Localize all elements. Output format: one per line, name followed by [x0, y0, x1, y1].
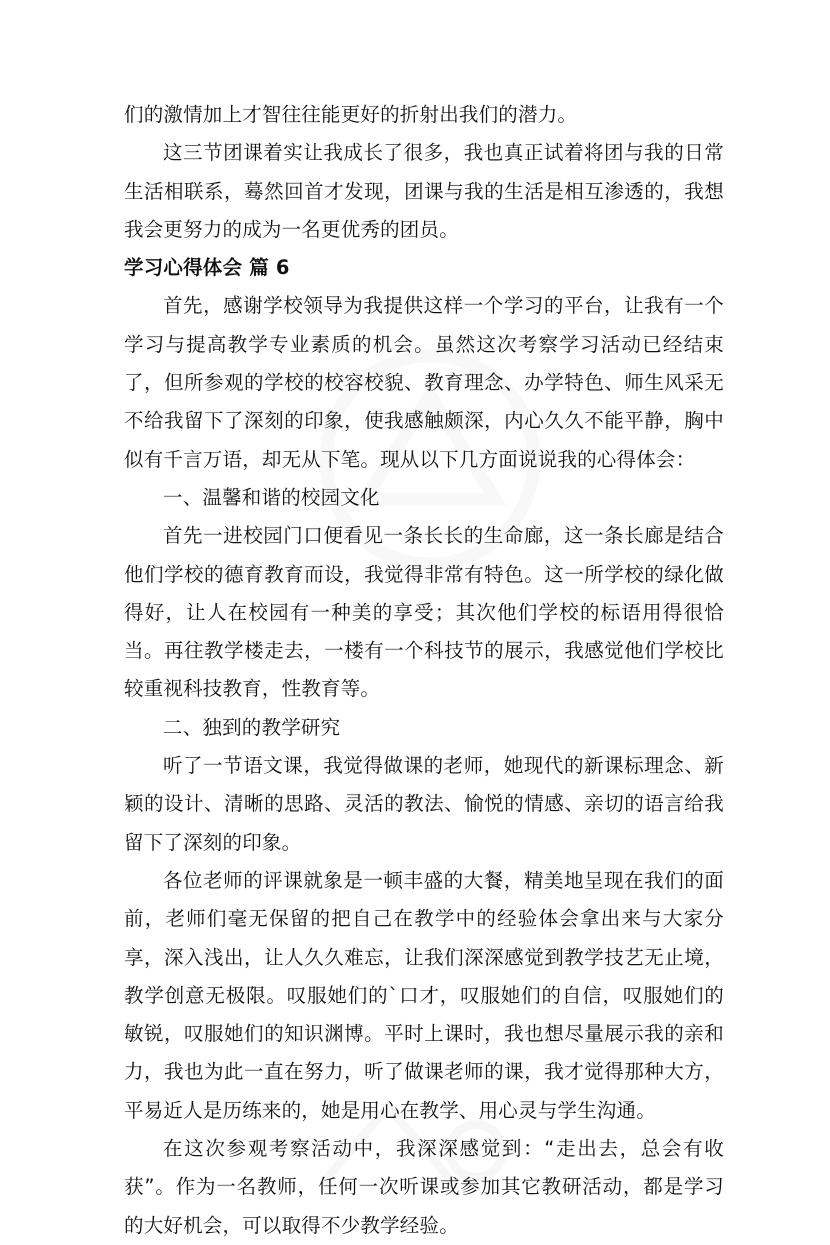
subsection-heading: 一、温馨和谐的校园文化 [163, 485, 380, 509]
paragraph: 听了一节语文课，我觉得做课的老师，她现代的新课标理念、新颖的设计、清晰的思路、灵活的教法、愉悦的情感、亲切的语言给我留下了深刻的印象。 [124, 754, 724, 854]
paragraph: 在这次参观考察活动中，我深深感觉到：“走出去，总会有收获”。作为一名教师，任何一次听课或参加其它教研活动，都是学习的大好机会，可以取得不少教学经验。 [124, 1137, 724, 1237]
paragraph: 这三节团课着实让我成长了很多，我也真正试着将团与我的日常生活相联系，蓦然回首才发现，团课与我的生活是相互渗透的，我想我会更努力的成为一名更优秀的团员。 [124, 141, 724, 241]
paragraph: 首先一进校园门口便看见一条长长的生命廊，这一条长廊是结合他们学校的德育教育而设，我觉得非常有特色。这一所学校的绿化做得好，让人在校园有一种美的享受；其次他们学校的标语用得很恰当。再往教学楼走去，一楼有一个科技节的展示，我感觉他们学校比较重视科技教育，性教育等。 [124, 524, 724, 701]
section-heading: 学习心得体会 篇 6 [124, 256, 290, 280]
subsection-heading: 二、独到的教学研究 [163, 715, 341, 739]
document-page [124, 96, 724, 1245]
paragraph: 们的激情加上才智往往能更好的折射出我们的潜力。 [124, 103, 578, 126]
paragraph: 首先，感谢学校领导为我提供这样一个学习的平台，让我有一个学习与提高教学专业素质的机会。虽然这次考察学习活动已经结束了，但所参观的学校的校容校貌、教育理念、办学特色、师生风采无不给我留下了深刻的印象，使我感触颇深，内心久久不能平静，胸中似有千言万语，却无从下笔。现从以下几方面说说我的心得体会： [124, 294, 724, 471]
paragraph: 各位老师的评课就象是一顿丰盛的大餐，精美地呈现在我们的面前，老师们毫无保留的把自己在教学中的经验体会拿出来与大家分享，深入浅出，让人久久难忘，让我们深深感觉到教学技艺无止境，教学创意无极限。叹服她们的`口才，叹服她们的自信，叹服她们的敏锐，叹服她们的知识渊博。平时上课时，我也想尽量展示我的亲和力，我也为此一直在努力，听了做课老师的课，我才觉得那种大方，平易近人是历练来的，她是用心在教学、用心灵与学生沟通。 [124, 868, 724, 1122]
